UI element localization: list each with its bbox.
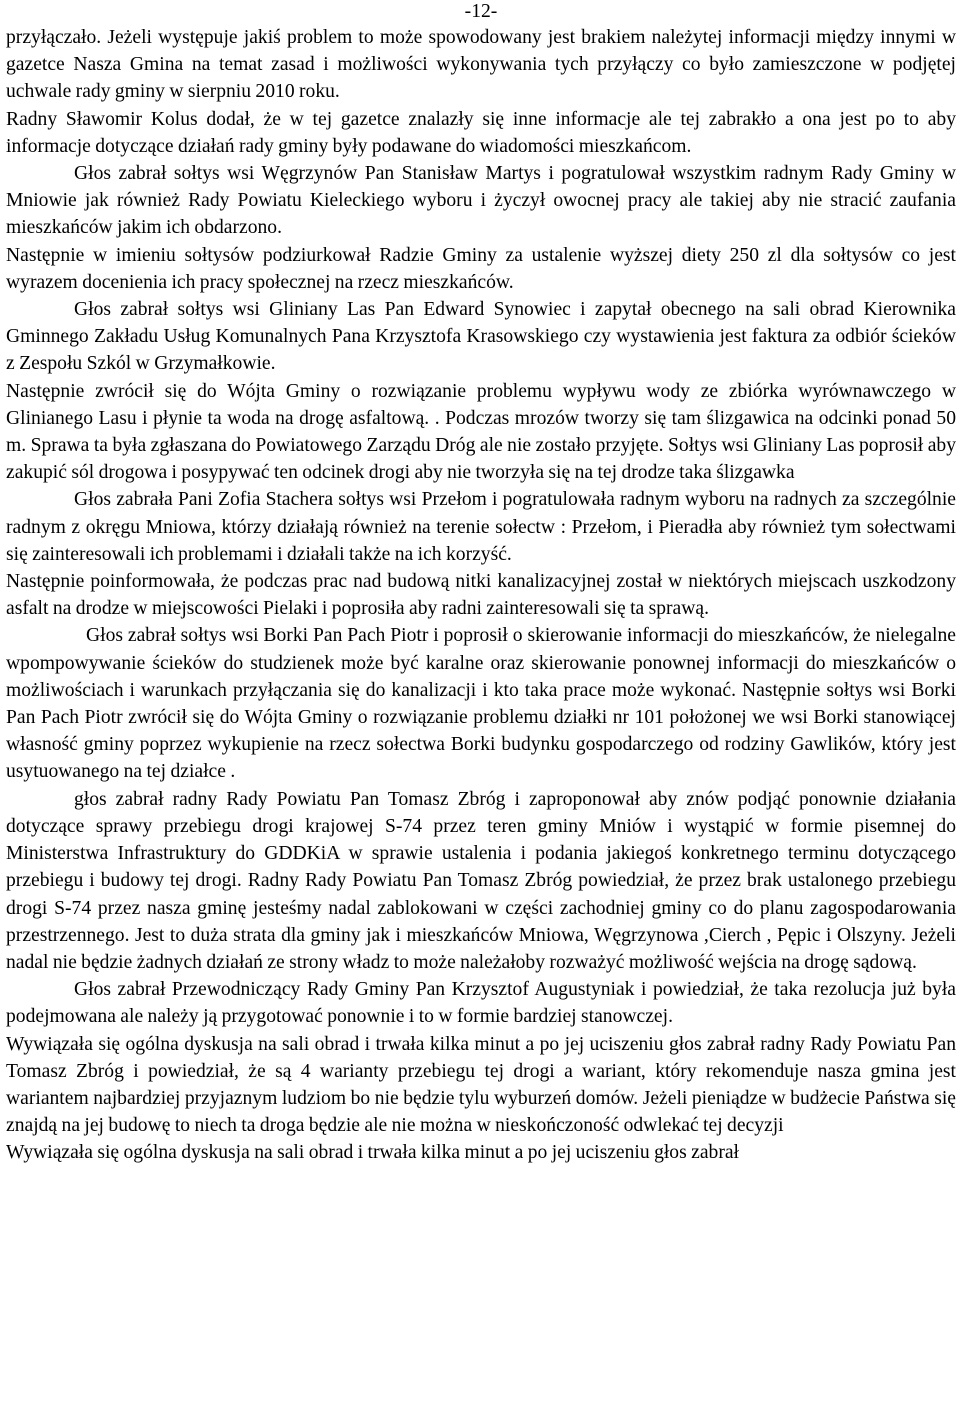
- paragraph-4: Następnie w imieniu sołtysów podziurkował Radzie Gminy za ustalenie wyższej diety 250 zl dla sołtysów co jest wyrazem docenienia ich pracy społecznej na rzecz mieszkańców.: [6, 244, 956, 293]
- paragraph-10: głos zabrał radny Rady Powiatu Pan Tomasz Zbróg i zaproponował aby znów podjąć ponownie działania dotyczące sprawy przebiegu drogi krajowej S-74 przez teren gminy Mniów i wystąpić w formie pisemnej do Ministerstwa Infrastruktury do GDDKiA w sprawie ustalenia i podania jakiegoś konkretnego terminu dotyczącego przebiegu i budowy tej drogi. Radny Rady Powiatu Pan Tomasz Zbróg powiedział, że przez brak ustalonego przebiegu drogi S-74 przez nasza gminę jesteśmy nadal zablokowani w części zachodniej gminy co do planu zagospodarowania przestrzennego. Jest to duża strata dla gminy jak i mieszkańców Mniowa, Węgrzynowa ,Cierch , Pępic i Olszyny. Jeżeli nadal nie będzie żadnych działań ze strony władz to może należałoby rozważyć możliwość wejścia na drogę sądową.: [6, 788, 956, 973]
- paragraph-11: Głos zabrał Przewodniczący Rady Gminy Pan Krzysztof Augustyniak i powiedział, że taka rezolucja już była podejmowana ale należy ją przygotować ponownie i to w formie bardziej stanowczej.: [6, 979, 956, 1028]
- paragraph-7: Głos zabrała Pani Zofia Stachera sołtys wsi Przełom i pogratulowała radnym wyboru na radnych za szczególnie radnym z okręgu Mniowa, którzy działają również na terenie sołectw : Przełom, i Pieradła aby również tym sołectwami się zainteresowali ich problemami i działali także na ich korzyść.: [6, 489, 956, 565]
- paragraph-2: Radny Sławomir Kolus dodał, że w tej gazetce znalazły się inne informacje ale tej zabrakło a ona jest po to aby informacje dotyczące działań rady gminy były podawane do wiadomości mieszkańcom.: [6, 108, 956, 157]
- paragraph-6: Następnie zwrócił się do Wójta Gminy o rozwiązanie problemu wypływu wody ze zbiórka wyrównawczego w Glinianego Lasu i płynie ta woda na drogę asfaltową. . Podczas mrozów tworzy się tam ślizgawica na odcinki ponad 50 m. Sprawa ta była zgłaszana do Powiatowego Zarządu Dróg ale nie zostało przyjęte. Sołtys wsi Gliniany Las poprosił aby zakupić sól drogowa i posypywać ten odcinek drogi aby nie tworzyła się na tej drodze taka ślizgawka: [6, 380, 956, 484]
- paragraph-1: przyłączało. Jeżeli występuje jakiś problem to może spowodowany jest brakiem należytej informacji między innymi w gazetce Nasza Gmina na temat zasad i możliwości wykonywania tych przyłączy co było zamieszczone w podjętej uchwale rady gminy w sierpniu 2010 roku.: [6, 27, 956, 103]
- paragraph-5: Głos zabrał sołtys wsi Gliniany Las Pan Edward Synowiec i zapytał obecnego na sali obrad Kierownika Gminnego Zakładu Usług Komunalnych Pana Krzysztofa Krasowskiego czy wystawienia jest faktura za odbiór ścieków z Zespołu Szkól w Grzymałkowie.: [6, 299, 956, 375]
- paragraph-8: Następnie poinformowała, że podczas prac nad budową nitki kanalizacyjnej został w niektórych miejscach uszkodzony asfalt na drodze w miejscowości Pielaki i poprosiła aby radni zainteresowali się ta sprawą.: [6, 571, 956, 620]
- paragraph-3: Głos zabrał sołtys wsi Węgrzynów Pan Stanisław Martys i pogratulował wszystkim radnym Rady Gminy w Mniowie jak również Rady Powiatu Kieleckiego wyboru i życzył owocnej pracy ale takiej aby nie stracić zaufania mieszkańców jakim ich obdarzono.: [6, 163, 956, 239]
- document-page: [6, 0, 956, 1167]
- paragraph-9: Głos zabrał sołtys wsi Borki Pan Pach Piotr i poprosił o skierowanie informacji do mieszkańców, że nielegalne wpompowywanie ścieków do studzienek może być karalne oraz skierowanie ponownej informacji do mieszkańców o możliwościach i warunkach przyłączania się do kanalizacji i kto taka prace może wykonać. Następnie sołtys wsi Borki Pan Pach Piotr zwrócił się do Wójta Gminy o rozwiązanie problemu działki nr 101 położonej we wsi Borki stanowiącej własność gminy poprzez wykupienie na rzecz sołectwa Borki budynku gospodarczego od rodziny Gawlików, który jest usytuowanego na tej działce .: [6, 625, 956, 783]
- paragraph-13: Wywiązała się ogólna dyskusja na sali obrad i trwała kilka minut a po jej uciszeniu głos zabrał: [6, 1142, 739, 1164]
- page-number: -12-: [464, 1, 498, 22]
- paragraph-12: Wywiązała się ogólna dyskusja na sali obrad i trwała kilka minut a po jej uciszeniu głos zabrał radny Rady Powiatu Pan Tomasz Zbróg i powiedział, że są 4 warianty przebiegu tej drogi a wariant, który rekomenduje nasza gmina jest wariantem najbardziej przyjaznym ludziom bo nie będzie tylu wyburzeń domów. Jeżeli pieniądze w budżecie Państwa się znajdą na jej budowę to niech ta droga będzie ale nie można w nieskończoność odwlekać tej decyzji: [6, 1033, 956, 1137]
